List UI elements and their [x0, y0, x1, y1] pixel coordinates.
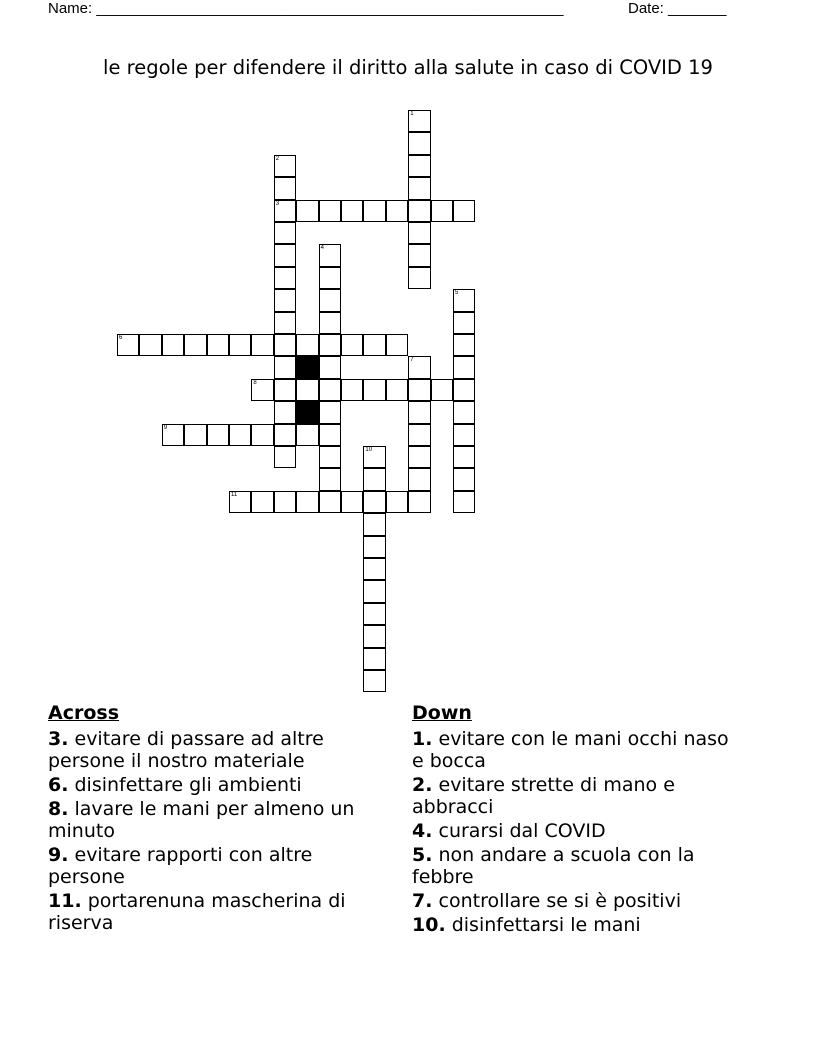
grid-cell[interactable] [363, 648, 385, 670]
grid-cell[interactable] [408, 200, 430, 222]
cell-number: 1 [410, 111, 414, 117]
grid-cell[interactable] [341, 200, 363, 222]
grid-cell[interactable] [453, 379, 475, 401]
grid-cell[interactable] [453, 312, 475, 334]
grid-cell[interactable] [319, 267, 341, 289]
grid-cell[interactable] [363, 446, 385, 468]
grid-cell[interactable] [319, 491, 341, 513]
cell-number: 2 [275, 155, 280, 162]
name-line[interactable]: Name: ________________________________________________________ [48, 0, 564, 17]
clue-across-9: 9. evitare rapporti con altre persone [48, 844, 313, 888]
grid-cell[interactable] [319, 289, 341, 311]
grid-cell[interactable] [431, 379, 453, 401]
cell-number: 5 [455, 290, 459, 297]
grid-cell[interactable] [453, 356, 475, 378]
grid-cell[interactable] [274, 155, 296, 177]
grid-cell[interactable] [319, 356, 341, 378]
clue-across-3: 3. evitare di passare ad altre persone il nostro materiale [48, 728, 324, 772]
grid-cell[interactable] [363, 513, 385, 535]
grid-cell[interactable] [363, 670, 385, 692]
grid-cell[interactable] [363, 625, 385, 647]
down-clues [412, 702, 732, 938]
cell-number: 10 [365, 447, 373, 453]
cell-number: 7 [410, 357, 414, 364]
grid-cell[interactable] [453, 401, 475, 423]
clue-down-10: 10. disinfettarsi le mani [412, 914, 641, 936]
grid-cell[interactable] [117, 334, 139, 356]
grid-cell[interactable] [296, 379, 318, 401]
grid-cell[interactable] [453, 334, 475, 356]
grid-cell[interactable] [274, 289, 296, 311]
grid-cell[interactable] [453, 289, 475, 311]
grid-cell[interactable] [274, 401, 296, 423]
grid-cell[interactable] [408, 401, 430, 423]
clue-down-4: 4. curarsi dal COVID [412, 820, 606, 842]
grid-cell[interactable] [453, 446, 475, 468]
grid-cell[interactable] [184, 424, 206, 446]
cell-number: 4 [320, 245, 324, 252]
grid-cell[interactable] [162, 334, 184, 356]
grid-cell[interactable] [408, 491, 430, 513]
page-title: le regole per difendere il diritto alla salute in caso di COVID 19 [103, 56, 713, 79]
grid-cell[interactable] [408, 446, 430, 468]
grid-cell[interactable] [341, 334, 363, 356]
grid-cell[interactable] [319, 468, 341, 490]
grid-cell[interactable] [251, 491, 273, 513]
clue-across-11: 11. portarenuna mascherina di riserva [48, 890, 346, 934]
clue-across-6: 6. disinfettare gli ambienti [48, 774, 302, 796]
clue-across-8: 8. lavare le mani per almeno un minuto [48, 798, 355, 842]
grid-cell[interactable] [408, 356, 430, 378]
grid-cell[interactable] [251, 379, 273, 401]
grid-cell[interactable] [453, 424, 475, 446]
grid-cell[interactable] [296, 424, 318, 446]
grid-cell[interactable] [453, 200, 475, 222]
grid-cell[interactable] [207, 334, 229, 356]
grid-cell[interactable] [251, 334, 273, 356]
clue-down-2: 2. evitare strette di mano e abbracci [412, 774, 675, 818]
grid-cell[interactable] [363, 468, 385, 490]
grid-cell[interactable] [274, 446, 296, 468]
grid-cell[interactable] [453, 468, 475, 490]
grid-cell[interactable] [274, 424, 296, 446]
grid-cell[interactable] [363, 558, 385, 580]
cell-number: 3 [275, 200, 280, 207]
grid-cell[interactable] [363, 603, 385, 625]
grid-cell[interactable] [207, 424, 229, 446]
grid-cell[interactable] [408, 244, 430, 266]
grid-cell[interactable] [363, 379, 385, 401]
grid-cell[interactable] [408, 379, 430, 401]
clue-down-7: 7. controllare se si è positivi [412, 890, 682, 912]
grid-cell[interactable] [296, 200, 318, 222]
grid-cell[interactable] [408, 110, 430, 132]
grid-cell[interactable] [229, 491, 251, 513]
grid-cell[interactable] [408, 132, 430, 154]
grid-cell[interactable] [274, 177, 296, 199]
grid-cell[interactable] [319, 446, 341, 468]
grid-cell[interactable] [319, 379, 341, 401]
grid-cell[interactable] [386, 334, 408, 356]
grid-block [296, 401, 318, 423]
cell-number: 9 [163, 424, 168, 431]
grid-cell[interactable] [363, 580, 385, 602]
grid-cell[interactable] [296, 491, 318, 513]
date-line[interactable]: Date: _______ [628, 0, 727, 17]
grid-cell[interactable] [319, 424, 341, 446]
grid-cell[interactable] [274, 244, 296, 266]
grid-cell[interactable] [319, 401, 341, 423]
grid-cell[interactable] [363, 491, 385, 513]
grid-cell[interactable] [386, 200, 408, 222]
grid-cell[interactable] [408, 468, 430, 490]
grid-cell[interactable] [386, 379, 408, 401]
grid-cell[interactable] [274, 356, 296, 378]
grid-cell[interactable] [408, 177, 430, 199]
grid-cell[interactable] [274, 267, 296, 289]
cell-number: 6 [119, 335, 123, 341]
grid-cell[interactable] [341, 491, 363, 513]
cell-number: 8 [253, 379, 257, 386]
grid-cell[interactable] [408, 222, 430, 244]
clue-down-1: 1. evitare con le mani occhi naso e bocca [412, 728, 729, 772]
grid-cell[interactable] [363, 536, 385, 558]
grid-cell[interactable] [341, 379, 363, 401]
grid-cell[interactable] [363, 200, 385, 222]
grid-cell[interactable] [319, 244, 341, 266]
grid-cell[interactable] [229, 424, 251, 446]
grid-cell[interactable] [408, 424, 430, 446]
grid-cell[interactable] [431, 200, 453, 222]
across-clues [48, 702, 393, 936]
grid-cell[interactable] [274, 222, 296, 244]
grid-cell[interactable] [184, 334, 206, 356]
grid-cell[interactable] [274, 334, 296, 356]
cell-number: 11 [231, 491, 238, 498]
grid-cell[interactable] [319, 312, 341, 334]
grid-cell[interactable] [296, 334, 318, 356]
grid-cell[interactable] [408, 155, 430, 177]
clue-down-5: 5. non andare a scuola con la febbre [412, 844, 695, 888]
grid-cell[interactable] [251, 424, 273, 446]
grid-block [296, 356, 318, 378]
grid-cell[interactable] [319, 200, 341, 222]
down-heading: Down [412, 702, 472, 724]
grid-cell[interactable] [386, 491, 408, 513]
header [48, 0, 748, 20]
grid-cell[interactable] [363, 334, 385, 356]
grid-cell[interactable] [274, 312, 296, 334]
grid-cell[interactable] [319, 334, 341, 356]
grid-cell[interactable] [162, 424, 184, 446]
grid-cell[interactable] [408, 267, 430, 289]
across-heading: Across [48, 702, 120, 724]
grid-cell[interactable] [274, 491, 296, 513]
grid-cell[interactable] [453, 491, 475, 513]
grid-cell[interactable] [274, 200, 296, 222]
grid-cell[interactable] [139, 334, 161, 356]
grid-cell[interactable] [229, 334, 251, 356]
grid-cell[interactable] [274, 379, 296, 401]
